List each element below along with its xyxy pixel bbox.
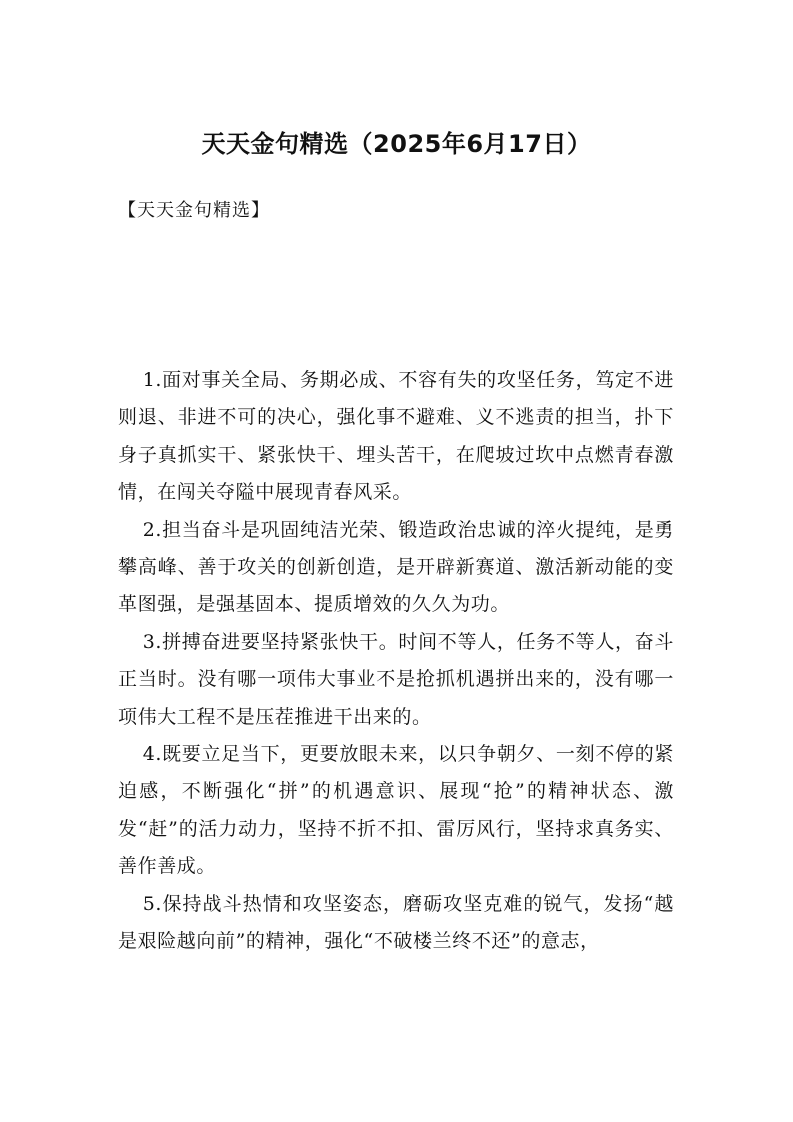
- paragraph-4: 4.既要立足当下，更要放眼未来，以只争朝夕、一刻不停的紧迫感，不断强化“拼”的机遇意识、展现“抢”的精神状态、激发“赶”的活力动力，坚持不折不扣、雷厉风行，坚持求真务实、善作善成。: [118, 743, 674, 878]
- paragraph-1: 1.面对事关全局、务期必成、不容有失的攻坚任务，笃定不进则退、非进不可的决心，强化事不避难、义不逃责的担当，扑下身子真抓实干、紧张快干、埋头苦干，在爬坡过坎中点燃青春激情，在闯关夺隘中展现青春风采。: [118, 369, 674, 504]
- document-body: [118, 362, 674, 961]
- section-label: 【天天金句精选】: [118, 200, 270, 221]
- paragraph-3: 3.拼搏奋进要坚持紧张快干。时间不等人，任务不等人，奋斗正当时。没有哪一项伟大事业不是抢抓机遇拼出来的，没有哪一项伟大工程不是压茬推进干出来的。: [118, 630, 674, 728]
- paragraph-5: 5.保持战斗热情和攻坚姿态，磨砺攻坚克难的锐气，发扬“越是艰险越向前”的精神，强化“不破楼兰终不还”的意志，: [118, 892, 674, 953]
- paragraph-2: 2.担当奋斗是巩固纯洁光荣、锻造政治忠诚的淬火提纯，是勇攀高峰、善于攻关的创新创造，是开辟新赛道、激活新动能的变革图强，是强基固本、提质增效的久久为功。: [118, 518, 674, 616]
- document-title: 天天金句精选（2025年6月17日）: [201, 130, 592, 158]
